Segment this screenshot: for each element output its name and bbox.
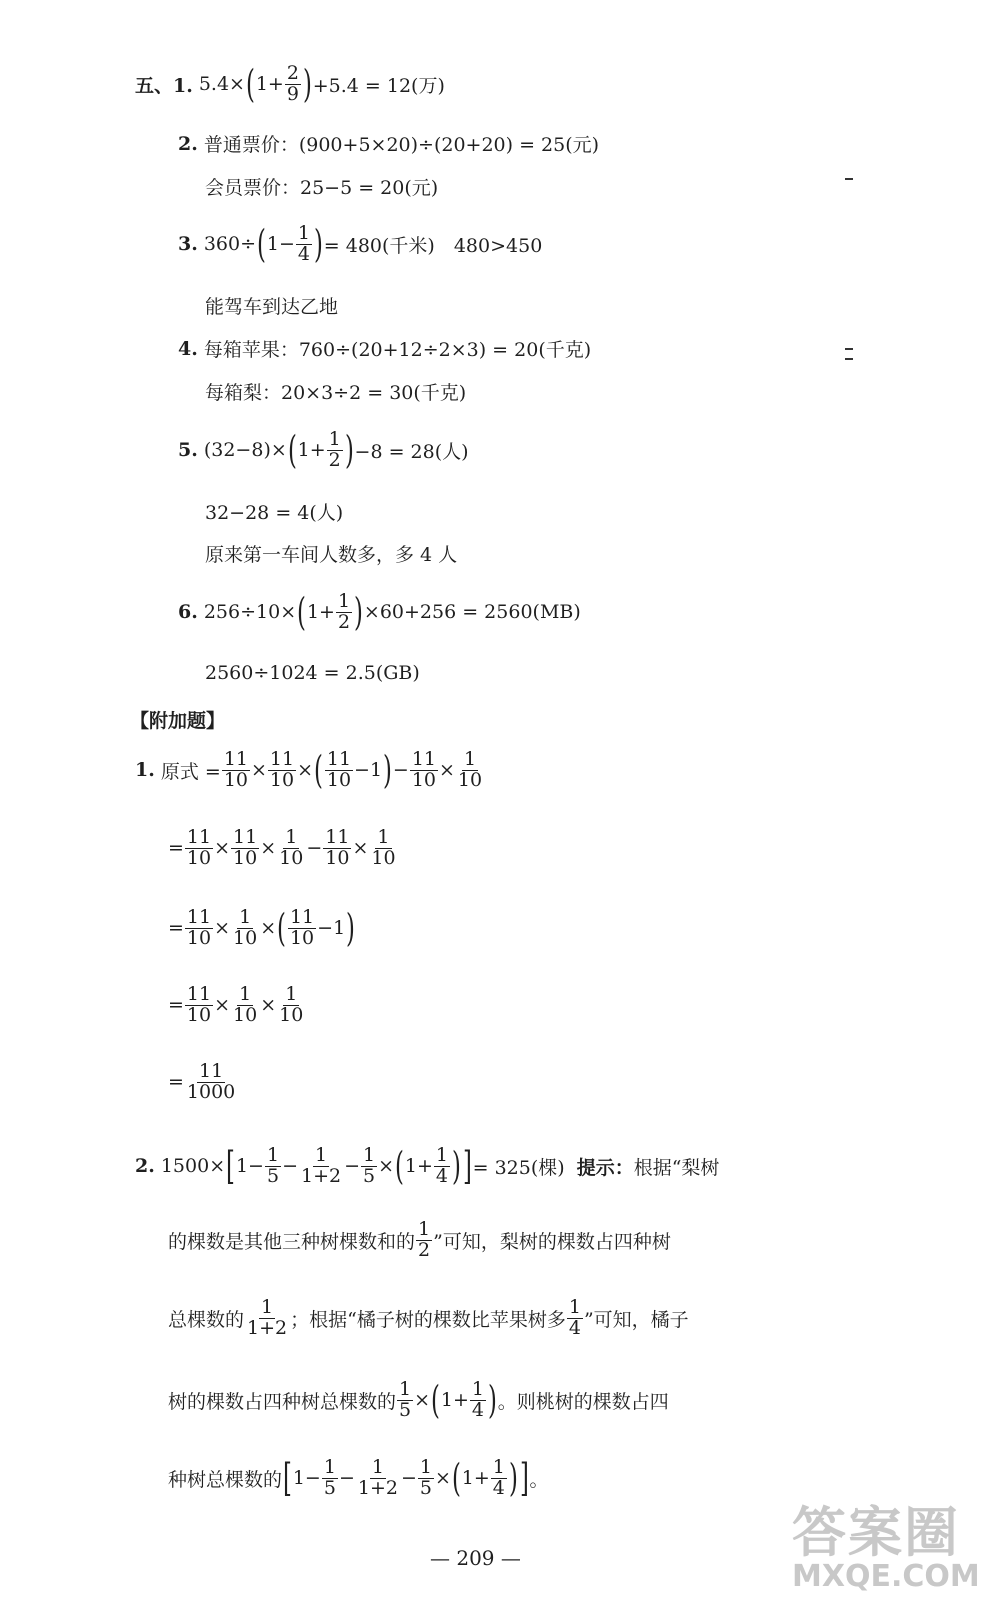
watermark-bottom: MXQE.COM (792, 1559, 980, 1594)
q1-lparen: ( (245, 62, 255, 106)
p1-s4-n2: 1 (239, 983, 252, 1005)
p1-s1-m2: − (392, 759, 409, 781)
p1-label: 1. (135, 759, 155, 781)
q3-line2 (205, 292, 338, 319)
p2-line3 (168, 1298, 689, 1339)
p1-s1-rparen: ) (383, 748, 392, 792)
p1-s3-d1: 10 (186, 926, 212, 949)
p2-l5-n3: 1 (419, 1455, 432, 1478)
p1-s1-frac4 (410, 747, 438, 791)
p2-eq-d1: 5 (266, 1164, 280, 1187)
q6-numerator: 1 (337, 589, 351, 612)
p2-l5-d4: 4 (492, 1476, 505, 1499)
p2-l2-b: ”可知，梨树的棵数占四种树 (433, 1230, 671, 1253)
p2-eq-lbracket: [ (226, 1144, 235, 1188)
p2-l5-n2: 1 (371, 1455, 384, 1478)
p1-s1-n4: 11 (411, 747, 436, 770)
p2-eq-n2: 1 (314, 1143, 328, 1166)
q5-part-a: (32−8)× (203, 439, 287, 461)
q6-part-c: ×60+256 = 2560(MB) (363, 601, 581, 623)
p1-s2-d1: 10 (186, 846, 212, 869)
margin-mark (845, 358, 853, 360)
p2-eq-n4: 1 (435, 1143, 448, 1166)
p1-s1-d5: 10 (457, 768, 483, 791)
q1-denominator: 9 (286, 82, 299, 105)
p1-s2-x1: × (214, 837, 231, 860)
p2-l5-frac2 (356, 1455, 400, 1499)
p1-s3-rparen: ) (346, 906, 356, 950)
p2-eq-a: 1500× (160, 1155, 226, 1177)
q1-part-a: 5.4× (198, 73, 245, 95)
p2-l5-d2: 1+2 (357, 1476, 398, 1499)
p1-s4-d1: 10 (186, 1003, 212, 1026)
p1-s3-lparen: ( (277, 906, 287, 950)
p1-s4-d3: 10 (279, 1003, 304, 1026)
q3-numerator: 1 (297, 221, 310, 244)
q1-rparen: ) (302, 62, 312, 106)
p2-l4-a: 树的棵数占四种树总棵数的 (168, 1390, 397, 1413)
p2-eq-frac3 (361, 1143, 377, 1187)
p1-s4-n1: 11 (186, 983, 212, 1005)
q6-fraction (336, 589, 352, 633)
p1-s3-d2: 10 (233, 926, 258, 949)
p2-l5-frac1 (322, 1455, 338, 1499)
p2-l2-frac (416, 1220, 432, 1261)
p2-eq-d2: 1+2 (300, 1164, 342, 1187)
p1-s2-eq: = (168, 837, 184, 860)
p2-hint-text: 根据“梨树 (633, 1156, 720, 1179)
q6-part-a: 256÷10× (203, 601, 297, 623)
p2-l3-d2: 4 (568, 1316, 581, 1339)
p1-step1 (135, 748, 485, 792)
q5-fraction (327, 427, 343, 471)
p1-s1-d3: 10 (326, 768, 352, 791)
q6-text2: 2560÷1024 = 2.5(GB) (205, 662, 420, 684)
p1-s3-eq: = (168, 917, 184, 939)
q5-label: 5. (178, 439, 198, 461)
q3-part-a: 360÷ (203, 233, 257, 255)
p2-l3-frac1 (245, 1298, 289, 1339)
p1-s5-eq: = (168, 1071, 184, 1094)
q6-label: 6. (178, 601, 198, 623)
p2-eq-n3: 1 (363, 1143, 376, 1166)
p1-s2-frac1 (185, 828, 213, 869)
p2-l4-frac2 (470, 1377, 486, 1421)
q4-line1 (178, 335, 591, 362)
p1-s1-n5: 1 (463, 747, 477, 770)
p2-l5-d3: 5 (419, 1476, 432, 1499)
p2-l5-x: × (435, 1467, 451, 1489)
p2-l3-frac2 (567, 1298, 583, 1339)
q4-line2 (205, 378, 466, 405)
q2-line2 (205, 173, 438, 200)
q3-fraction (296, 221, 312, 265)
p1-s3-frac3 (288, 905, 316, 949)
p1-step5 (168, 1062, 238, 1103)
p2-l5-frac3 (418, 1455, 434, 1499)
p2-l5-frac4 (491, 1455, 507, 1499)
p1-s2-x2: × (260, 837, 277, 860)
p2-l5-a: 种树总棵数的 (168, 1468, 283, 1491)
p1-s1-frac2 (268, 747, 296, 791)
q1-fraction (285, 61, 301, 105)
p1-s1-frac5 (456, 747, 484, 791)
q4-text2: 每箱梨：20×3÷2 = 30(千克) (205, 382, 467, 404)
p2-eq-rparen: ) (451, 1144, 461, 1188)
p1-s4-frac3 (277, 985, 305, 1026)
q3-rparen: ) (313, 222, 323, 266)
p2-l5-n1: 1 (323, 1455, 336, 1478)
q3-text2: 能驾车到达乙地 (205, 296, 339, 318)
p1-s2-frac5 (369, 828, 397, 869)
p1-step2 (168, 828, 399, 869)
p1-s1-x1: × (251, 759, 267, 781)
extra-heading: 【附加题】 (130, 710, 226, 732)
p2-l4-frac1 (397, 1377, 413, 1421)
p2-l5-b: 1− (292, 1467, 321, 1489)
q6-line2 (205, 662, 420, 684)
watermark-logo (792, 1490, 982, 1600)
p2-l4-x: × (414, 1389, 431, 1411)
p2-l4-n2: 1 (471, 1377, 484, 1400)
p2-l4-n: 1 (399, 1377, 412, 1400)
p2-eq-rbracket: ] (462, 1144, 472, 1188)
p1-s3-x1: × (214, 917, 231, 939)
p1-s2-frac2 (231, 828, 259, 869)
p2-l5-rbracket: ] (519, 1456, 529, 1500)
p2-l4-c: 。则桃树的棵数占四 (497, 1390, 669, 1413)
p2-eq-n1: 1 (266, 1143, 280, 1166)
p1-step3 (168, 906, 356, 950)
p1-s1-x3: × (439, 759, 455, 781)
p2-l5-rparen: ) (508, 1456, 518, 1500)
p2-eq-c: 1+ (404, 1155, 433, 1177)
p2-l5-end: 。 (529, 1468, 549, 1491)
q6-lparen: ( (297, 590, 307, 634)
p1-s2-d3: 10 (279, 846, 304, 869)
p1-s1-lparen: ( (313, 748, 323, 792)
p2-l5-m2: − (400, 1467, 417, 1489)
p2-l2-n: 1 (418, 1218, 431, 1240)
p2-eq-result: = 325(棵) (472, 1156, 565, 1179)
margin-mark (845, 348, 853, 350)
q1-label: 五、1. (135, 74, 193, 97)
p1-s2-n1: 11 (186, 826, 212, 848)
q2-label: 2. (178, 132, 198, 155)
q3-denominator: 4 (297, 242, 310, 265)
p1-s2-frac4 (323, 828, 351, 869)
p2-l4-b: 1+ (440, 1389, 469, 1411)
p2-l5-d1: 5 (323, 1476, 336, 1499)
q5-line2 (205, 498, 343, 525)
q3-line1 (178, 222, 542, 266)
p2-line1 (135, 1144, 719, 1188)
p2-l5-n4: 1 (492, 1455, 505, 1478)
p1-s5-d1: 1000 (186, 1080, 236, 1103)
p2-label: 2. (135, 1155, 155, 1177)
p2-eq-m2: − (344, 1155, 361, 1177)
p2-eq-lparen: ( (394, 1144, 404, 1188)
p1-s3-frac2 (231, 905, 259, 949)
p1-s2-m: − (306, 837, 323, 860)
p1-s1-frac3 (325, 747, 353, 791)
p1-s4-x2: × (260, 994, 277, 1017)
p1-s2-frac3 (277, 828, 305, 869)
p1-s2-n5: 1 (377, 826, 390, 848)
p2-eq-d4: 4 (435, 1164, 448, 1187)
p1-s4-frac1 (185, 985, 213, 1026)
p1-s2-d2: 10 (233, 846, 258, 869)
p1-step4 (168, 985, 306, 1026)
p1-s1-n3: 11 (326, 747, 352, 770)
q4-text1: 每箱苹果：760÷(20+12÷2×3) = 20(千克) (203, 339, 592, 361)
margin-mark (845, 178, 853, 180)
q5-denominator: 2 (328, 448, 341, 471)
p1-s2-d5: 10 (371, 846, 396, 869)
p2-line2 (168, 1220, 671, 1261)
q5-line1 (178, 428, 469, 472)
q6-rparen: ) (354, 590, 363, 634)
p1-s4-frac2 (231, 985, 259, 1026)
p2-l4-d2: 4 (471, 1398, 484, 1421)
q5-part-b: 1+ (297, 439, 326, 461)
p1-s2-n4: 11 (325, 826, 350, 848)
q5-line3 (205, 540, 457, 567)
q6-part-b: 1+ (306, 601, 335, 623)
p2-eq-b: 1− (235, 1155, 264, 1177)
q3-part-c: = 480(千米) 480>450 (323, 234, 543, 257)
p2-eq-frac4 (434, 1143, 450, 1187)
p1-s3-n2: 1 (239, 905, 252, 928)
p2-eq-m1: − (282, 1155, 298, 1177)
p1-s2-n3: 1 (285, 826, 298, 848)
q5-part-c: −8 = 28(人) (354, 440, 469, 463)
q1-part-b: 1+ (255, 73, 284, 95)
p1-s3-m: −1 (317, 917, 346, 939)
p2-l5-m1: − (338, 1467, 355, 1489)
p1-s5-n1: 11 (199, 1060, 224, 1082)
p1-s1-n1: 11 (223, 747, 248, 770)
p1-s1-m: −1 (354, 759, 383, 781)
q5-rparen: ) (344, 428, 354, 472)
p1-s3-frac1 (185, 905, 213, 949)
p1-s3-d3: 10 (289, 926, 315, 949)
p2-l5-c: 1+ (461, 1467, 490, 1489)
p2-l3-a: 总棵数的 (168, 1308, 245, 1331)
q6-line1 (178, 590, 581, 634)
q2-text1: 普通票价：(900+5×20)÷(20+20) = 25(元) (203, 134, 600, 156)
p2-l4-rparen: ) (487, 1378, 497, 1422)
p2-l2-a: 的棵数是其他三种树棵数和的 (168, 1230, 416, 1253)
q4-label: 4. (178, 337, 198, 360)
p1-s5-frac1 (185, 1062, 237, 1103)
q5-lparen: ( (287, 428, 297, 472)
q3-lparen: ( (256, 222, 266, 266)
p2-l3-n2: 1 (568, 1296, 581, 1318)
p1-s1-frac1 (222, 747, 250, 791)
p2-l3-d: 1+2 (247, 1316, 288, 1339)
p2-l4-d: 5 (399, 1398, 412, 1421)
p1-s1-d1: 10 (223, 768, 248, 791)
p2-l5-lparen: ( (451, 1456, 461, 1500)
q2-line1 (178, 130, 599, 157)
p1-s4-d2: 10 (233, 1003, 258, 1026)
p1-s1-n2: 11 (269, 747, 295, 770)
page-number: — 209 — (430, 1546, 521, 1570)
p2-line5 (168, 1456, 549, 1500)
p2-l4-lparen: ( (430, 1378, 440, 1422)
p1-s3-n1: 11 (186, 905, 212, 928)
p2-eq-frac2 (299, 1143, 343, 1187)
q2-text2: 会员票价：25−5 = 20(元) (205, 177, 439, 199)
p2-line4 (168, 1378, 669, 1422)
p1-s1-x2: × (297, 759, 314, 781)
p2-l3-b: ；根据“橘子树的棵数比苹果树多 (290, 1308, 566, 1331)
q3-label: 3. (178, 233, 198, 255)
p1-s2-x3: × (352, 837, 369, 860)
p1-s1-d2: 10 (269, 768, 295, 791)
p2-eq-frac1 (265, 1143, 281, 1187)
watermark-top: 答案圈 (792, 1501, 960, 1564)
p1-s4-eq: = (168, 994, 184, 1017)
q1-line (135, 62, 445, 106)
p2-eq-d3: 5 (363, 1164, 376, 1187)
q5-text3: 原来第一车间人数多，多 4 人 (205, 544, 458, 566)
q1-numerator: 2 (286, 61, 299, 84)
p1-s3-x2: × (260, 917, 277, 939)
p1-s2-d4: 10 (325, 846, 350, 869)
p1-s2-n2: 11 (233, 826, 258, 848)
p1-s3-n3: 11 (289, 905, 315, 928)
p2-l3-n: 1 (261, 1296, 274, 1318)
p1-s4-x1: × (214, 994, 231, 1017)
p2-l2-d: 2 (418, 1238, 431, 1261)
p1-s1-d4: 10 (411, 768, 436, 791)
q5-numerator: 1 (328, 427, 341, 450)
p2-l3-c: ”可知，橘子 (583, 1308, 689, 1331)
q1-part-c: +5.4 = 12(万) (312, 74, 445, 97)
p2-eq-x: × (378, 1155, 395, 1177)
p1-s1-a: 原式 = (160, 760, 221, 783)
p2-hint-label: 提示： (576, 1156, 634, 1179)
q3-part-b: 1− (266, 233, 295, 255)
q6-denominator: 2 (337, 610, 351, 633)
p2-l5-lbracket: [ (282, 1456, 292, 1500)
p1-s4-n3: 1 (285, 983, 298, 1005)
q5-text2: 32−28 = 4(人) (205, 502, 344, 524)
